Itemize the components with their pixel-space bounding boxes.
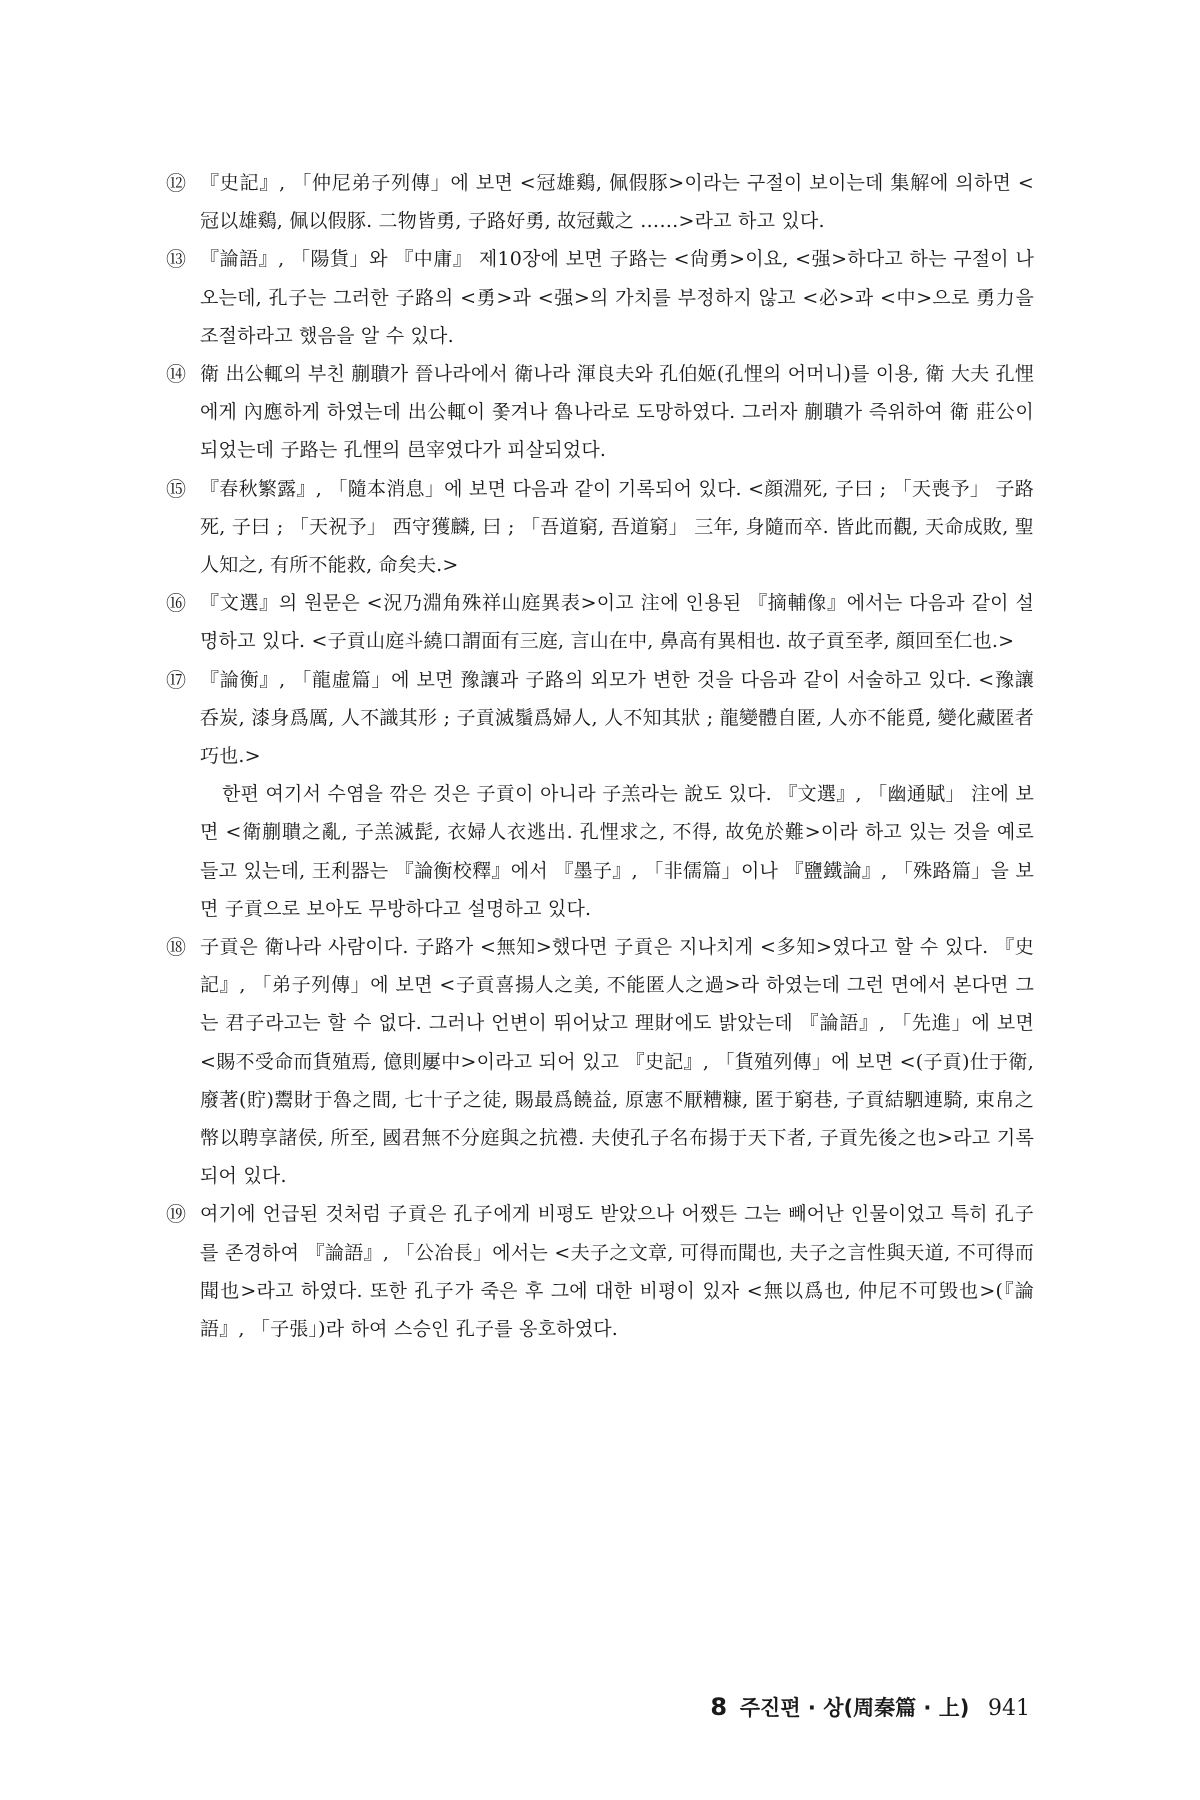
endnote-number: ⑫ (166, 171, 187, 195)
endnote-text: 『春秋繁露』, 「隨本消息」에 보면 다음과 같이 기록되어 있다. <顔淵死, 子曰 ; 「天喪予」 子路死, 子曰 ; 「天祝予」 西守獲麟, 曰 ; 「吾道窮, 吾道窮」 三年, 身隨而卒. 皆此而觀, 天命成敗, 聖人知之, 有所不能救, 命矣夫.> (200, 477, 1034, 577)
endnote-15 (166, 470, 1034, 585)
endnote-19 (166, 1195, 1034, 1348)
endnote-17 (166, 661, 1034, 776)
endnote-text: 『史記』, 「仲尼弟子列傳」에 보면 <冠雄鷄, 佩假豚>이라는 구절이 보이는데 集解에 의하면 <冠以雄鷄, 佩以假豚. 二物皆勇, 子路好勇, 故冠戴之 ……>라고 하고 있다. (200, 172, 1034, 233)
running-footer (710, 1692, 1030, 1722)
endnote-number: ⑰ (166, 667, 187, 692)
endnote-12 (166, 164, 1034, 240)
running-title: 주진편 · 상(周秦篇 · 上) (739, 1696, 970, 1720)
endnote-number: ⑯ (166, 591, 187, 616)
endnotes-list (166, 164, 1034, 1348)
endnote-number: ⑱ (166, 935, 187, 960)
endnote-17-continuation: 한편 여기서 수염을 깎은 것은 子貢이 아니라 子羔라는 說도 있다. 『文選』, 「幽通賦」 注에 보면 <衛蒯聵之亂, 子羔滅髭, 衣婦人衣逃出. 孔悝求之, 不得, 故免於難>이라 하고 있는 것을 예로 들고 있는데, 王利器는 『論衡校釋』에서 『墨子』, 「非儒篇」이나 『鹽鐵論』, 「殊路篇」을 보면 子貢으로 보아도 무방하다고 설명하고 있다. (200, 783, 1034, 920)
endnote-number: ⑲ (166, 1202, 187, 1227)
page-number: 941 (988, 1696, 1030, 1721)
endnote-text: 여기에 언급된 것처럼 子貢은 孔子에게 비평도 받았으나 어쨌든 그는 빼어난 인물이었고 특히 孔子를 존경하여 『論語』, 「公冶長」에서는 <夫子之文章, 可得而聞也, 夫子之言性與天道, 不可得而聞也>라고 하였다. 또한 孔子가 죽은 후 그에 대한 비평이 있자 <無以爲也, 仲尼不可毁也>(『論語』, 「子張」)라 하여 스승인 孔子를 옹호하였다. (200, 1203, 1034, 1341)
page-footer (0, 1692, 1200, 1732)
endnote-text: 『論語』, 「陽貨」와 『中庸』 제10장에 보면 子路는 <尙勇>이요, <强>하다고 하는 구절이 나오는데, 孔子는 그러한 子路의 <勇>과 <强>의 가치를 부정하지 않고 <必>과 <中>으로 勇力을 조절하라고 했음을 알 수 있다. (200, 248, 1034, 347)
endnote-16 (166, 584, 1034, 660)
endnote-text: 衛 出公輒의 부친 蒯聵가 晉나라에서 衛나라 渾良夫와 孔伯姬(孔悝의 어머니)를 이용, 衛 大夫 孔悝에게 內應하게 하였는데 出公輒이 쫓겨나 魯나라로 도망하였다. 그러자 蒯聵가 즉위하여 衛 莊公이 되었는데 子路는 孔悝의 邑宰였다가 피살되었다. (200, 363, 1034, 462)
endnote-number: ⑭ (166, 362, 187, 387)
endnote-text: 『文選』의 원문은 <況乃淵角殊祥山庭異表>이고 注에 인용된 『摘輔像』에서는 다음과 같이 설명하고 있다. <子貢山庭斗繞口謂面有三庭, 言山在中, 鼻高有異相也. 故子貢至孝, 顔回至仁也.> (200, 592, 1034, 653)
endnote-text: 子貢은 衛나라 사람이다. 子路가 <無知>했다면 子貢은 지나치게 <多知>였다고 할 수 있다. 『史記』, 「弟子列傳」에 보면 <子貢喜揚人之美, 不能匿人之過>라 하였는데 그런 면에서 본다면 그는 君子라고는 할 수 없다. 그러나 언변이 뛰어났고 理財에도 밝았는데 『論語』, 「先進」에 보면 <賜不受命而貨殖焉, 億則屢中>이라고 되어 있고 『史記』, 「貨殖列傳」에 보면 <(子貢)仕于衛, 廢著(貯)鬻財于魯之間, 七十子之徒, 賜最爲饒益, 原憲不厭糟糠, 匿于窮巷, 子貢結駟連騎, 束帛之幣以聘享諸侯, 所至, 國君無不分庭與之抗禮. 夫使孔子名布揚于天下者, 子貢先後之也>라고 기록되어 있다. (200, 936, 1034, 1188)
endnote-18 (166, 928, 1034, 1195)
chapter-number: 8 (710, 1693, 728, 1721)
endnote-14 (166, 355, 1034, 470)
endnote-number: ⑮ (166, 476, 187, 501)
endnote-text: 『論衡』, 「龍虛篇」에 보면 豫讓과 子路의 외모가 변한 것을 다음과 같이 서술하고 있다. <豫讓呑炭, 漆身爲厲, 人不識其形 ; 子貢滅鬚爲婦人, 人不知其狀 ; 龍變體自匿, 人亦不能覓, 變化藏匿者巧也.> (200, 668, 1034, 768)
endnote-number: ⑬ (166, 247, 187, 272)
endnote-13 (166, 240, 1034, 355)
